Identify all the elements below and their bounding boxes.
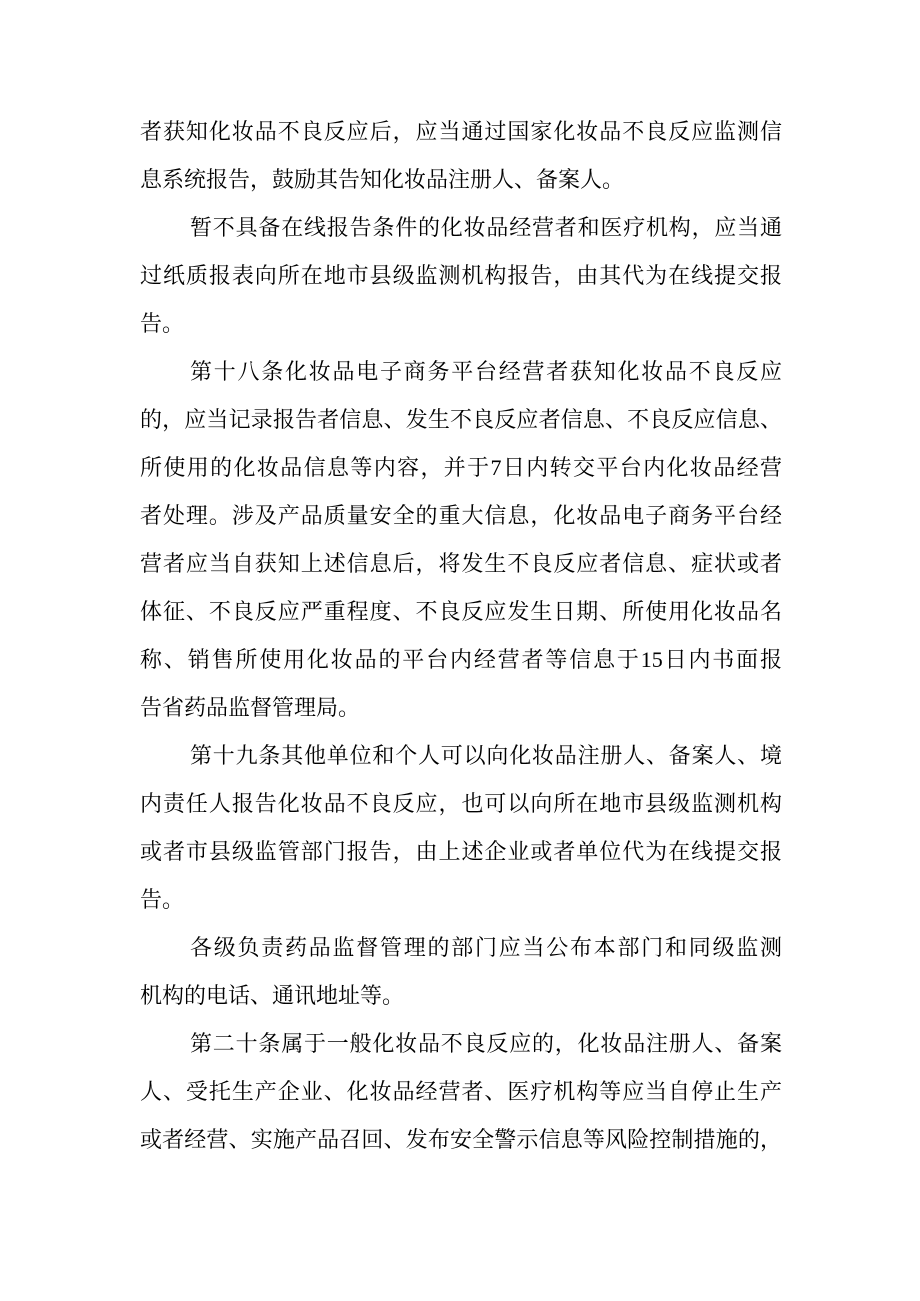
text-line: 人、受托生产企业、化妆品经营者、医疗机构等应当自停止生产	[140, 1079, 782, 1104]
text-line: 第十八条化妆品电子商务平台经营者获知化妆品不良反应	[190, 359, 782, 384]
paragraph-article-18	[140, 348, 782, 732]
text-line: 体征、不良反应严重程度、不良反应发生日期、所使用化妆品名	[140, 599, 782, 624]
text-line: 告。	[140, 311, 185, 336]
text-line: 第十九条其他单位和个人可以向化妆品注册人、备案人、境	[190, 743, 782, 768]
paragraph-article-19	[140, 732, 782, 924]
text-line: 息系统报告，鼓励其告知化妆品注册人、备案人。	[140, 167, 625, 192]
text-line: 所使用的化妆品信息等内容，并于7日内转交平台内化妆品经营	[140, 455, 782, 480]
document-body	[140, 108, 782, 1164]
text-line: 各级负责药品监督管理的部门应当公布本部门和同级监测	[190, 935, 782, 960]
text-line: 内责任人报告化妆品不良反应，也可以向所在地市县级监测机构	[140, 791, 782, 816]
text-line: 者处理。涉及产品质量安全的重大信息，化妆品电子商务平台经	[140, 503, 782, 528]
text-line: 暂不具备在线报告条件的化妆品经营者和医疗机构，应当通	[190, 215, 782, 240]
paragraph-article-20	[140, 1020, 782, 1164]
text-line: 称、销售所使用化妆品的平台内经营者等信息于15日内书面报	[140, 647, 782, 672]
text-line: 过纸质报表向所在地市县级监测机构报告，由其代为在线提交报	[140, 263, 782, 288]
paragraph-continuation	[140, 108, 782, 204]
text-line: 告。	[140, 887, 185, 912]
text-line: 营者应当自获知上述信息后，将发生不良反应者信息、症状或者	[140, 551, 782, 576]
text-line: 或者市县级监管部门报告，由上述企业或者单位代为在线提交报	[140, 839, 782, 864]
text-line: 告省药品监督管理局。	[140, 695, 361, 720]
text-line: 者获知化妆品不良反应后，应当通过国家化妆品不良反应监测信	[140, 119, 782, 144]
text-line: 或者经营、实施产品召回、发布安全警示信息等风险控制措施的，	[140, 1127, 782, 1152]
text-line: 第二十条属于一般化妆品不良反应的，化妆品注册人、备案	[190, 1031, 782, 1056]
paragraph-offline-reporting	[140, 204, 782, 348]
text-line: 机构的电话、通讯地址等。	[140, 983, 405, 1008]
paragraph-contact-info	[140, 924, 782, 1020]
text-line: 的，应当记录报告者信息、发生不良反应者信息、不良反应信息、	[140, 407, 782, 432]
